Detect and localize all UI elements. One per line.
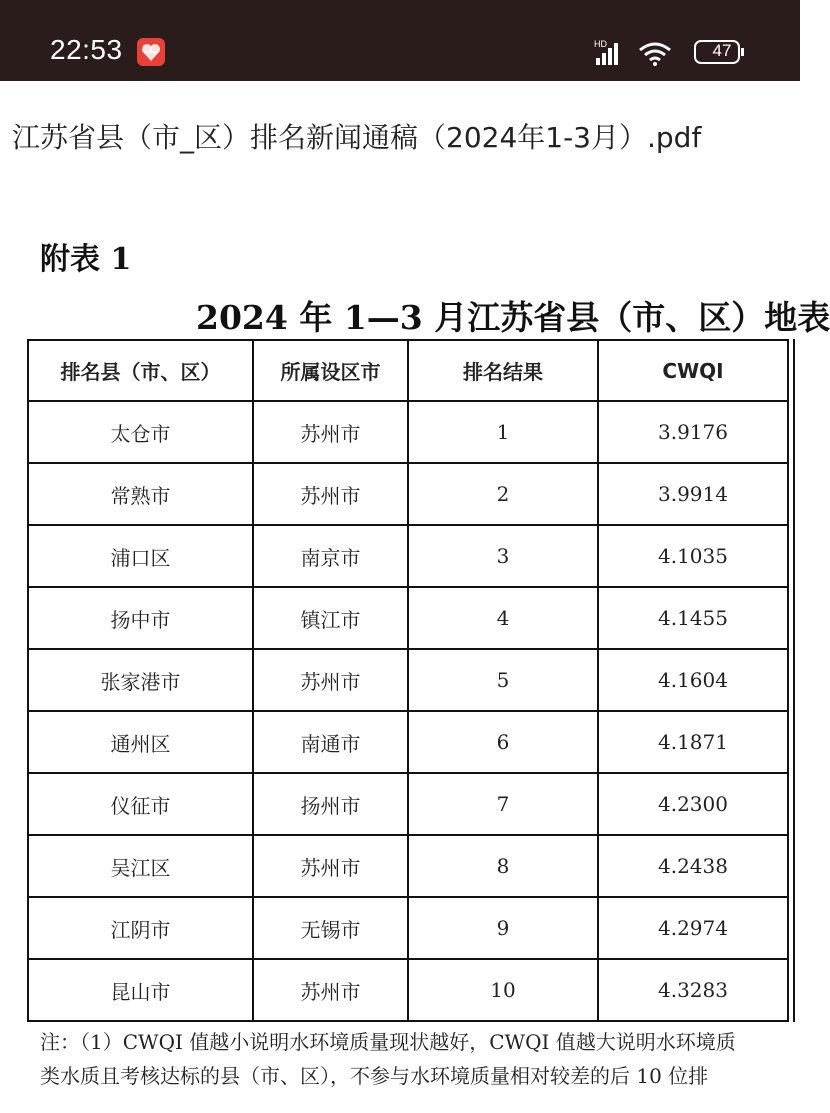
cell-rank: 8 <box>408 835 598 897</box>
table-row <box>28 587 788 649</box>
cell-rank: 9 <box>408 897 598 959</box>
cell-city: 扬州市 <box>253 773 408 835</box>
cell-cwqi: 3.9914 <box>598 463 788 525</box>
cell-county: 江阴市 <box>28 897 253 959</box>
cell-cwqi: 3.9176 <box>598 401 788 463</box>
table-title: 2024 年 1—3 月江苏省县（市、区）地表 <box>196 298 830 337</box>
cell-county: 常熟市 <box>28 463 253 525</box>
ranking-table <box>27 339 789 1022</box>
table-row <box>28 959 788 1021</box>
cell-cwqi: 4.1604 <box>598 649 788 711</box>
header-county: 排名县（市、区） <box>28 340 253 401</box>
cell-county: 太仓市 <box>28 401 253 463</box>
cell-city: 苏州市 <box>253 835 408 897</box>
cell-city: 镇江市 <box>253 587 408 649</box>
cell-cwqi: 4.1455 <box>598 587 788 649</box>
cell-rank: 4 <box>408 587 598 649</box>
cell-cwqi: 4.3283 <box>598 959 788 1021</box>
cell-city: 苏州市 <box>253 463 408 525</box>
cell-city: 无锡市 <box>253 897 408 959</box>
cell-rank: 5 <box>408 649 598 711</box>
cell-county: 浦口区 <box>28 525 253 587</box>
cell-rank: 3 <box>408 525 598 587</box>
header-rank: 排名结果 <box>408 340 598 401</box>
appendix-label: 附表 1 <box>40 242 132 277</box>
note-line-2: 类水质且考核达标的县（市、区），不参与水环境质量相对较差的后 10 位排 <box>40 1064 709 1088</box>
header-city: 所属设区市 <box>253 340 408 401</box>
table-row <box>28 897 788 959</box>
document-title: 江苏省县（市_区）排名新闻通稿（2024年1-3月）.pdf <box>12 121 702 154</box>
wifi-icon <box>640 44 670 66</box>
cell-county: 昆山市 <box>28 959 253 1021</box>
battery-level: 47 <box>712 41 732 60</box>
note-line-1: 注：（1）CWQI 值越小说明水环境质量现状越好，CWQI 值越大说明水环境质 <box>40 1030 736 1054</box>
cell-rank: 7 <box>408 773 598 835</box>
cell-cwqi: 4.2438 <box>598 835 788 897</box>
cell-cwqi: 4.1035 <box>598 525 788 587</box>
cell-rank: 6 <box>408 711 598 773</box>
table-row <box>28 401 788 463</box>
cell-city: 苏州市 <box>253 959 408 1021</box>
cell-county: 吴江区 <box>28 835 253 897</box>
table-header-row <box>28 340 788 401</box>
cell-county: 张家港市 <box>28 649 253 711</box>
table-row <box>28 463 788 525</box>
signal-icon <box>594 39 618 65</box>
cell-cwqi: 4.1871 <box>598 711 788 773</box>
cell-city: 南京市 <box>253 525 408 587</box>
cell-rank: 2 <box>408 463 598 525</box>
cell-city: 南通市 <box>253 711 408 773</box>
cell-rank: 10 <box>408 959 598 1021</box>
status-time: 22:53 <box>50 34 123 65</box>
cell-cwqi: 4.2974 <box>598 897 788 959</box>
table-row <box>28 711 788 773</box>
table-row <box>28 525 788 587</box>
cell-county: 扬中市 <box>28 587 253 649</box>
cell-county: 仪征市 <box>28 773 253 835</box>
header-cwqi: CWQI <box>598 340 788 401</box>
status-bar <box>0 0 800 81</box>
table-row <box>28 649 788 711</box>
cell-rank: 1 <box>408 401 598 463</box>
table-row <box>28 835 788 897</box>
cell-city: 苏州市 <box>253 649 408 711</box>
cell-county: 通州区 <box>28 711 253 773</box>
cell-cwqi: 4.2300 <box>598 773 788 835</box>
network-label: HD <box>594 39 607 49</box>
cell-city: 苏州市 <box>253 401 408 463</box>
table-row <box>28 773 788 835</box>
app-badge-icon <box>137 38 165 66</box>
table-right-edge <box>793 339 795 1022</box>
